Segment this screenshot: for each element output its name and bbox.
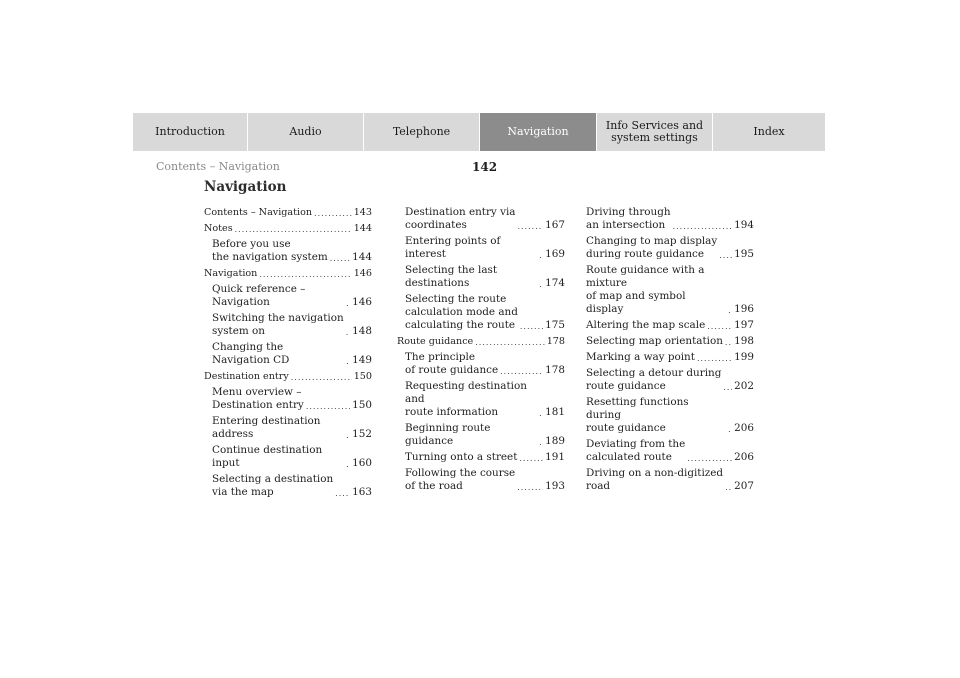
toc-entry[interactable] (586, 205, 754, 234)
tab-label: Telephone (392, 125, 451, 138)
dot-leader (539, 408, 543, 419)
toc-entry-title: Continue destination input (212, 444, 323, 469)
dot-leader (346, 327, 350, 338)
toc-entry-page: 206 (734, 451, 754, 463)
dot-leader (500, 366, 543, 377)
toc-entry[interactable] (204, 205, 372, 221)
toc-entry-title: Requesting destination and route information (405, 380, 527, 418)
toc-entry-page: 144 (353, 223, 372, 234)
dot-leader (330, 253, 350, 264)
toc-entry[interactable] (397, 450, 565, 466)
dot-leader (520, 321, 543, 332)
toc-entry-page: 163 (352, 486, 372, 498)
toc-entry-page: 195 (734, 248, 754, 260)
toc-entry[interactable] (204, 443, 372, 472)
toc-entry[interactable] (397, 466, 565, 495)
toc-entry[interactable] (586, 334, 754, 350)
dot-leader (519, 453, 543, 464)
tab-label: Introduction (155, 125, 225, 138)
toc-entry-page: 199 (734, 351, 754, 363)
toc-entry[interactable] (204, 311, 372, 340)
toc-entry-title: Entering points of interest (405, 235, 501, 260)
dot-leader (725, 482, 732, 493)
toc-entry-title: Notes (204, 223, 233, 234)
toc-entry[interactable] (397, 205, 565, 234)
toc-column-1 (204, 205, 372, 501)
toc-entry-page: 174 (545, 277, 565, 289)
toc-entry-page: 196 (734, 303, 754, 315)
toc-entry[interactable] (397, 421, 565, 450)
dot-leader (235, 224, 352, 235)
toc-entry-page: 150 (353, 371, 372, 382)
toc-entry[interactable] (586, 318, 754, 334)
dot-leader (335, 488, 350, 499)
dot-leader (723, 382, 732, 393)
toc-column-3 (586, 205, 754, 495)
toc-entry-title: Resetting functions during route guidance (586, 396, 689, 434)
tab-telephone[interactable] (364, 113, 480, 151)
toc-entry-page: 167 (545, 219, 565, 231)
toc-entry-title: Turning onto a street (405, 451, 518, 463)
toc-entry-title: Altering the map scale (586, 319, 706, 331)
toc-entry[interactable] (397, 234, 565, 263)
toc-entry-page: 143 (353, 207, 372, 218)
dot-leader (697, 353, 732, 364)
toc-entry[interactable] (397, 379, 565, 421)
toc-entry[interactable] (204, 237, 372, 266)
toc-entry[interactable] (204, 266, 372, 282)
toc-entry-title: Menu overview – Destination entry (212, 386, 304, 411)
dot-leader (346, 298, 350, 309)
toc-entry-title: Beginning route guidance (405, 422, 491, 447)
toc-entry[interactable] (204, 369, 372, 385)
toc-entry[interactable] (204, 221, 372, 237)
dot-leader (728, 305, 732, 316)
toc-entry[interactable] (586, 366, 754, 395)
toc-entry-page: 193 (545, 480, 565, 492)
dot-leader (687, 453, 732, 464)
toc-column-2 (397, 205, 565, 495)
tab-index[interactable] (713, 113, 826, 151)
dot-leader (719, 250, 732, 261)
dot-leader (346, 356, 350, 367)
toc-entry[interactable] (397, 334, 565, 350)
toc-entry-page: 150 (352, 399, 372, 411)
dot-leader (707, 321, 732, 332)
tab-introduction[interactable] (133, 113, 248, 151)
toc-entry[interactable] (586, 466, 754, 495)
toc-entry[interactable] (586, 263, 754, 318)
toc-entry-title: Switching the navigation system on (212, 312, 344, 337)
toc-entry-title: Before you use the navigation system (212, 238, 328, 263)
toc-entry-page: 148 (352, 325, 372, 337)
toc-entry-page: 152 (352, 428, 372, 440)
toc-entry-page: 202 (734, 380, 754, 392)
toc-entry[interactable] (204, 282, 372, 311)
toc-entry-title: Route guidance (397, 336, 474, 347)
dot-leader (346, 430, 350, 441)
tab-label: Audio (289, 125, 322, 138)
toc-entry-page: 197 (734, 319, 754, 331)
toc-entry-title: Destination entry via coordinates (405, 206, 516, 231)
page-number: 142 (472, 160, 498, 174)
toc-entry[interactable] (204, 385, 372, 414)
dot-leader (346, 459, 350, 470)
dot-leader (517, 482, 543, 493)
toc-entry-title: Entering destination address (212, 415, 321, 440)
toc-entry-page: 194 (734, 219, 754, 231)
toc-entry-title: Destination entry (204, 371, 289, 382)
tab-audio[interactable] (248, 113, 364, 151)
tab-label: Navigation (507, 125, 569, 138)
toc-entry[interactable] (204, 340, 372, 369)
toc-entry-page: 169 (545, 248, 565, 260)
tab-label: Index (753, 125, 785, 138)
toc-entry-title: Driving through an intersection (586, 206, 671, 231)
dot-leader (314, 208, 352, 219)
toc-entry[interactable] (397, 292, 565, 334)
toc-entry-page: 198 (734, 335, 754, 347)
dot-leader (539, 437, 543, 448)
toc-entry-title: Changing the Navigation CD (212, 341, 290, 366)
section-heading: Navigation (204, 179, 287, 195)
toc-entry[interactable] (586, 395, 754, 437)
toc-entry-title: Selecting the last destinations (405, 264, 498, 289)
toc-entry-title: Navigation (204, 268, 258, 279)
toc-entry-title: Marking a way point (586, 351, 695, 363)
dot-leader (291, 372, 352, 383)
toc-entry-title: Quick reference – Navigation (212, 283, 306, 308)
toc-entry-title: Changing to map display during route guidance (586, 235, 718, 260)
dot-leader (475, 337, 544, 348)
toc-entry-title: Selecting a detour during route guidance (586, 367, 722, 392)
chapter-tab-bar (133, 113, 826, 151)
dot-leader (539, 250, 543, 261)
toc-entry[interactable] (397, 350, 565, 379)
dot-leader (259, 269, 351, 280)
toc-entry-title: Selecting map orientation (586, 335, 723, 347)
toc-entry-page: 178 (546, 336, 565, 347)
toc-entry[interactable] (586, 350, 754, 366)
dot-leader (518, 221, 544, 232)
dot-leader (306, 401, 350, 412)
dot-leader (725, 337, 732, 348)
toc-entry-page: 189 (545, 435, 565, 447)
toc-entry[interactable] (397, 263, 565, 292)
dot-leader (539, 279, 543, 290)
tab-label: Info Services and system settings (605, 119, 704, 144)
toc-entry-title: Selecting a destination via the map (212, 473, 334, 498)
running-head: Contents – Navigation (156, 160, 280, 173)
toc-entry-page: 191 (545, 451, 565, 463)
toc-entry-title: Selecting the route calculation mode and calculating the route (405, 293, 518, 331)
toc-entry[interactable] (586, 234, 754, 263)
toc-entry-page: 175 (545, 319, 565, 331)
toc-entry-page: 181 (545, 406, 565, 418)
toc-entry-page: 149 (352, 354, 372, 366)
toc-entry-page: 146 (353, 268, 372, 279)
toc-entry-page: 178 (545, 364, 565, 376)
dot-leader (673, 221, 733, 232)
toc-entry-page: 206 (734, 422, 754, 434)
toc-entry-page: 146 (352, 296, 372, 308)
toc-entry-page: 144 (352, 251, 372, 263)
toc-entry-title: Driving on a non-digitized road (586, 467, 724, 492)
toc-entry-title: Following the course of the road (405, 467, 516, 492)
toc-entry-title: Route guidance with a mixture of map and symbol display (586, 264, 705, 315)
tab-navigation[interactable] (480, 113, 597, 151)
toc-entry-page: 160 (352, 457, 372, 469)
toc-entry[interactable] (204, 414, 372, 443)
toc-entry-title: Deviating from the calculated route (586, 438, 686, 463)
toc-entry[interactable] (204, 472, 372, 501)
toc-entry-title: The principle of route guidance (405, 351, 499, 376)
toc-entry[interactable] (586, 437, 754, 466)
tab-info-services[interactable] (597, 113, 713, 151)
toc-entry-title: Contents – Navigation (204, 207, 313, 218)
dot-leader (728, 424, 732, 435)
toc-entry-page: 207 (734, 480, 754, 492)
